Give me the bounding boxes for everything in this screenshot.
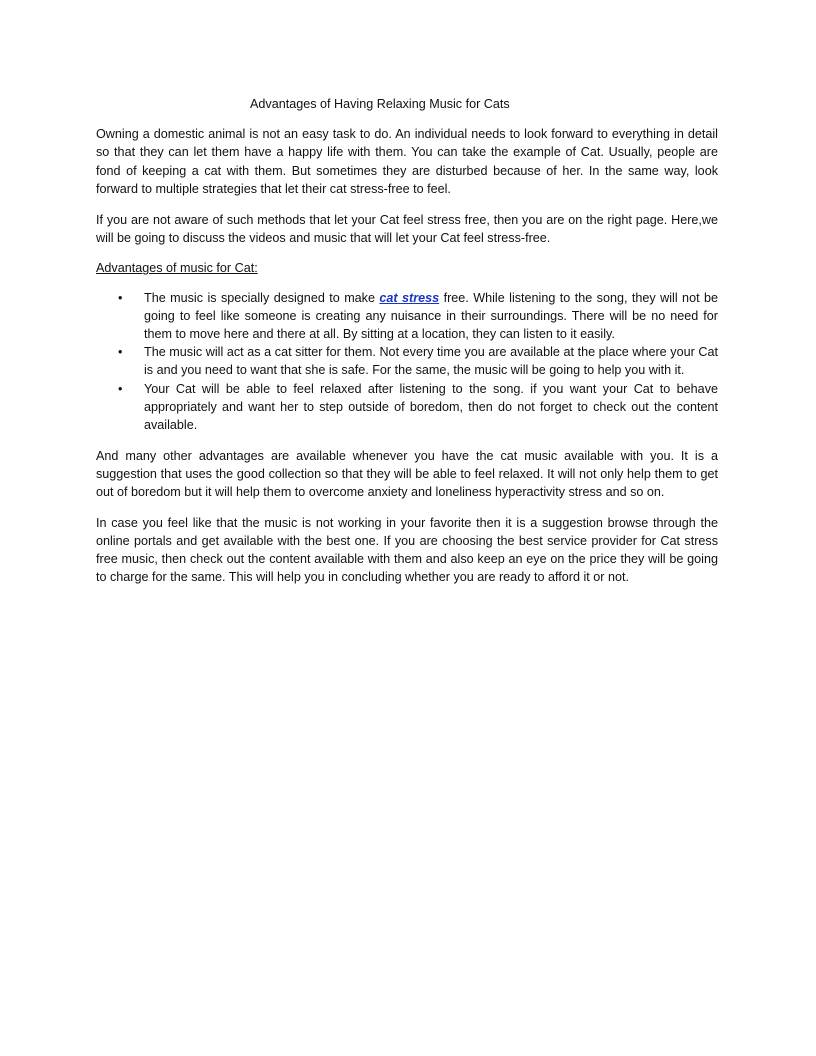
fourth-paragraph: In case you feel like that the music is not working in your favorite then it is a suggestion browse through the online portals and get available with the best one. If you are choosing the best service provider for Cat stress free music, then check out the content available with them and also keep an eye on the price they will be going to charge for the same. This will help you in concluding whether you are ready to afford it or not. — [96, 515, 718, 585]
bullet-icon: • — [118, 381, 123, 396]
page-title: Advantages of Having Relaxing Music for Cats — [250, 97, 510, 111]
bullet-icon: • — [118, 345, 123, 360]
third-paragraph: And many other advantages are available whenever you have the cat music available with you. It is a suggestion that uses the good collection so that they will be able to feel relaxed. It will not only help them to get out of boredom but it will help them to overcome anxiety and loneliness hyperactivity stress and so on. — [96, 448, 718, 500]
list-item — [96, 380, 718, 435]
list-item — [96, 289, 718, 344]
bullet-icon: • — [118, 290, 123, 305]
list-item-text: Your Cat will be able to feel relaxed after listening to the song. if you want your Cat to behave appropriately and want her to step outside of boredom, then do not forget to check out the content available. — [144, 381, 718, 433]
document-body — [96, 95, 718, 599]
list-item-text-start: The music is specially designed to make — [144, 290, 380, 305]
advantages-list — [96, 289, 718, 435]
cat-stress-link[interactable]: cat stress — [379, 290, 440, 305]
second-paragraph: If you are not aware of such methods that let your Cat feel stress free, then you are on the right page. Here,we will be going to discuss the videos and music that will let your Cat feel stress-free. — [96, 212, 718, 245]
list-item — [96, 343, 718, 379]
intro-paragraph: Owning a domestic animal is not an easy task to do. An individual needs to look forward to everything in detail so that they can let them have a happy life with them. You can take the example of Cat. Usually, people are fond of keeping a cat with them. But sometimes they are disturbed because of her. In the same way, look forward to multiple strategies that let their cat stress-free to feel. — [96, 127, 718, 196]
section-heading: Advantages of music for Cat: — [96, 261, 258, 276]
list-item-text: The music will act as a cat sitter for them. Not every time you are available at the place where your Cat is and you need to want that she is safe. For the same, the music will be going to help you with it. — [144, 345, 718, 378]
list-item-text-end: free. While listening to the song, they will not be going to feel like someone is creating any nuisance in their surroundings. There will be no need for them to move here and there at all. By sitting at a location, they can listen to it easily. — [144, 290, 719, 342]
